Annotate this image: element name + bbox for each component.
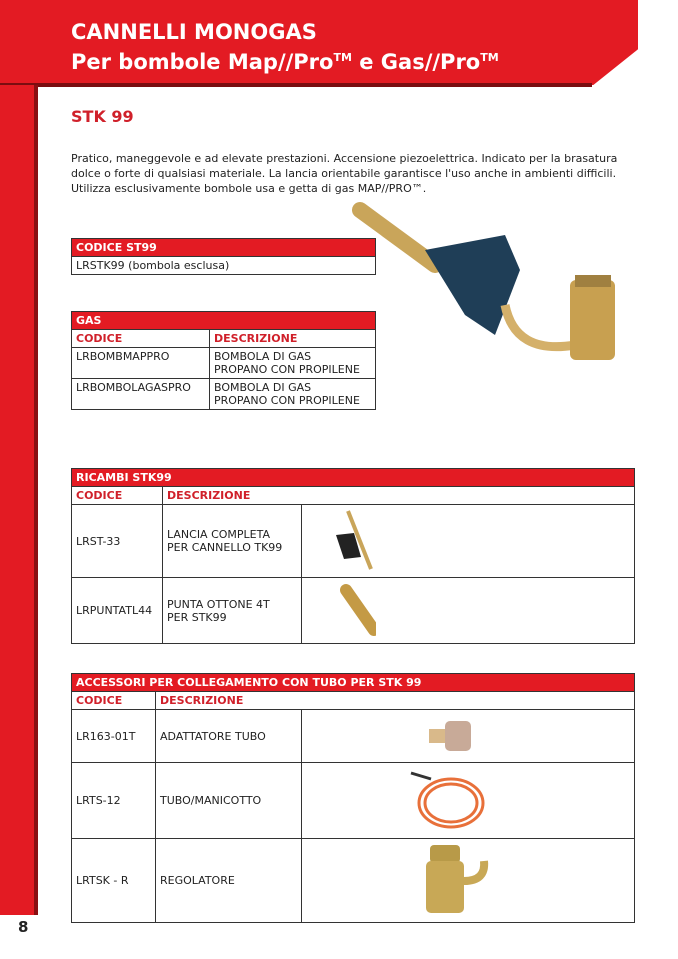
col-header: DESCRIZIONE [210, 330, 376, 348]
code-cell: LRTSK - R [72, 839, 156, 923]
codice-table [71, 238, 376, 275]
codice-title: CODICE ST99 [72, 239, 376, 257]
col-header: DESCRIZIONE [163, 487, 635, 505]
code-cell: LR163-01T [72, 710, 156, 763]
image-cell [302, 505, 635, 578]
desc-line: PER CANNELLO TK99 [167, 541, 283, 554]
image-cell [302, 763, 635, 839]
regulator-image [416, 841, 496, 917]
page-number: 8 [18, 918, 29, 936]
desc-cell [210, 379, 376, 410]
header-shadow [0, 83, 592, 87]
desc-line: PUNTA OTTONE 4T [167, 597, 270, 611]
adapter-image [421, 715, 481, 755]
desc-line: PROPANO CON PROPILENE [214, 363, 360, 376]
hose-image [401, 765, 491, 833]
title-part: Per bombole Map//Pro [71, 50, 334, 74]
ricambi-title: RICAMBI STK99 [72, 469, 635, 487]
image-cell [302, 710, 635, 763]
desc-line: LANCIA COMPLETA [167, 528, 271, 541]
tip-image [306, 580, 376, 638]
col-header: DESCRIZIONE [156, 692, 635, 710]
gas-title: GAS [72, 312, 376, 330]
page-title [71, 19, 499, 75]
title-line2 [71, 45, 499, 75]
table-row [72, 505, 635, 578]
desc-line: PER STK99 [167, 610, 227, 624]
code-cell: LRBOMBOLAGASPRO [72, 379, 210, 410]
gas-table [71, 311, 376, 410]
accessori-table [71, 673, 635, 923]
desc-line: BOMBOLA DI GAS [214, 381, 312, 394]
tm: TM [333, 51, 352, 64]
ricambi-table [71, 468, 635, 644]
title-line1: CANNELLI MONOGAS [71, 20, 317, 44]
desc-cell: TUBO/MANICOTTO [156, 763, 302, 839]
desc-line: PROPANO CON PROPILENE [214, 394, 360, 407]
code-cell: LRTS-12 [72, 763, 156, 839]
desc-cell: ADATTATORE TUBO [156, 710, 302, 763]
image-cell [302, 839, 635, 923]
table-row [72, 379, 376, 410]
code-cell: LRPUNTATL44 [72, 578, 163, 644]
desc-cell: REGOLATORE [156, 839, 302, 923]
desc-cell [163, 505, 302, 578]
lance-image [306, 507, 376, 572]
table-row [72, 578, 635, 644]
code-cell: LRBOMBMAPPRO [72, 348, 210, 379]
desc-cell [163, 578, 302, 644]
table-row [72, 348, 376, 379]
codice-value: LRSTK99 (bombola esclusa) [72, 257, 376, 275]
table-row [72, 839, 635, 923]
desc-line: BOMBOLA DI GAS [214, 350, 312, 363]
accessori-title: ACCESSORI PER COLLEGAMENTO CON TUBO PER STK 99 [72, 674, 635, 692]
torch-image [345, 195, 635, 395]
image-cell [302, 578, 635, 644]
tm: TM [480, 51, 499, 64]
col-header: CODICE [72, 692, 156, 710]
left-bar [0, 85, 38, 915]
col-header: CODICE [72, 330, 210, 348]
desc-cell [210, 348, 376, 379]
table-row [72, 710, 635, 763]
product-description: Pratico, maneggevole e ad elevate prestazioni. Accensione piezoelettrica. Indicato per la brasatura dolce o forte di qualsiasi materiale. La lancia orientabile garantisce l'uso anche in ambienti difficili. Utilizza esclusivamente bombole usa e getta di gas MAP//PRO™. [71, 152, 618, 195]
col-header: CODICE [72, 487, 163, 505]
product-title: STK 99 [71, 107, 134, 126]
title-part: e Gas//Pro [351, 50, 481, 74]
code-cell: LRST-33 [72, 505, 163, 578]
table-row [72, 763, 635, 839]
